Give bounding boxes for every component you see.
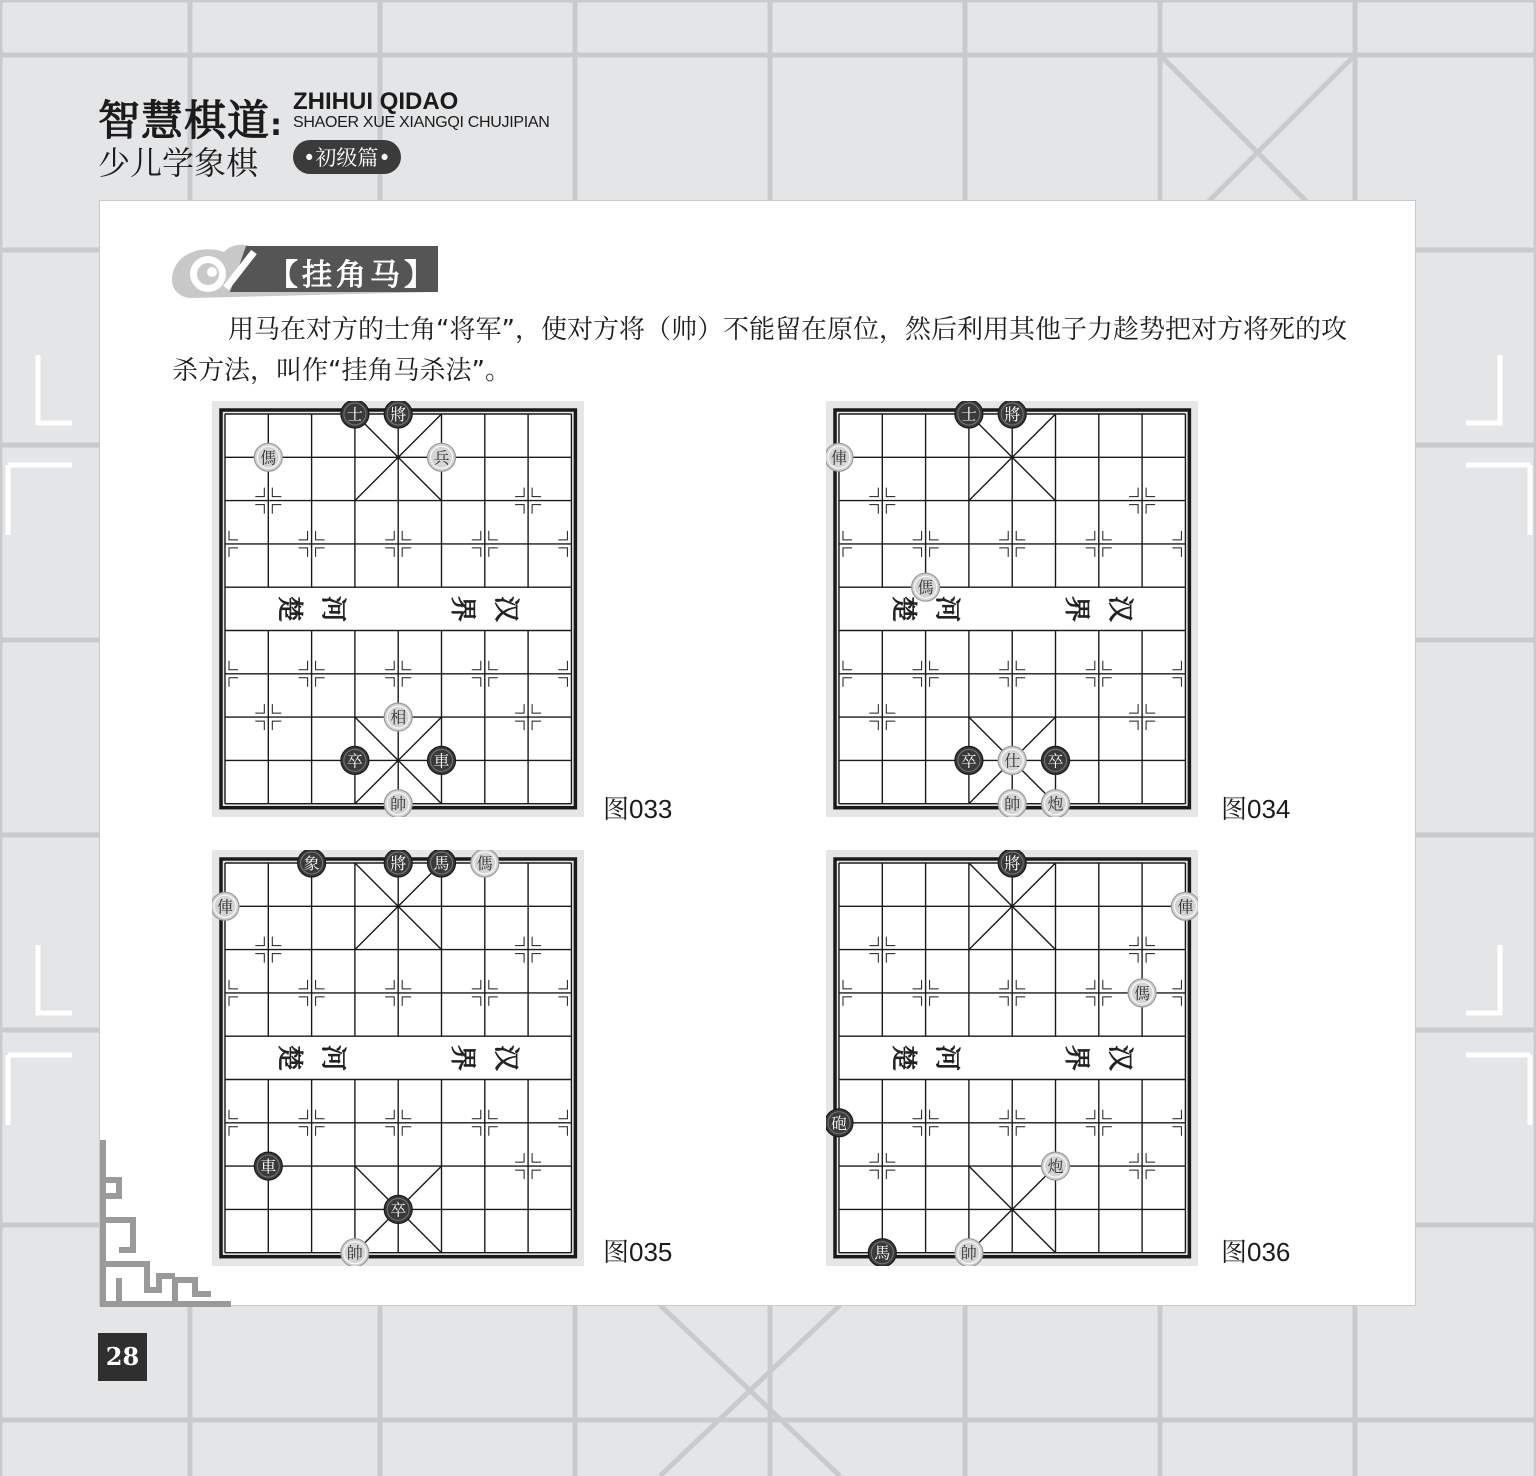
figure-label: 图035 — [603, 1237, 673, 1267]
chess-piece — [912, 573, 940, 601]
chess-piece — [341, 1239, 369, 1266]
piece-label: 將 — [390, 854, 407, 873]
piece-label: 象 — [303, 854, 320, 873]
figure-label: 图033 — [603, 794, 673, 824]
chess-piece — [428, 443, 456, 471]
piece-label: 傌 — [917, 578, 934, 598]
piece-label: 車 — [260, 1157, 277, 1177]
chess-piece — [254, 443, 282, 471]
piece-label: 俥 — [1177, 897, 1194, 917]
chess-piece — [384, 850, 412, 877]
piece-label: 俥 — [216, 897, 234, 917]
chess-piece — [384, 1195, 412, 1223]
board-035 — [212, 850, 584, 1266]
chess-piece — [298, 850, 326, 877]
chess-piece — [384, 401, 412, 428]
chess-piece — [1042, 1152, 1070, 1180]
river-text: 楚 — [887, 1044, 918, 1071]
series-subtitle-en: SHAOER XUE XIANGQI CHUJIPIAN — [293, 114, 550, 131]
chess-piece — [384, 703, 412, 731]
piece-label: 傌 — [476, 854, 493, 873]
series-title-cn: 智慧棋道: — [98, 96, 284, 145]
page-number: 28 — [98, 1333, 147, 1381]
board-034 — [826, 401, 1198, 817]
piece-label: 帥 — [346, 1243, 363, 1263]
piece-label: 帥 — [390, 794, 407, 814]
piece-label: 傌 — [260, 448, 277, 468]
piece-label: 卒 — [346, 751, 363, 771]
chess-piece — [341, 401, 369, 428]
chess-piece — [826, 1109, 853, 1137]
chess-piece — [428, 850, 456, 877]
chess-piece — [955, 746, 983, 774]
board-036 — [826, 850, 1198, 1266]
piece-label: 俥 — [830, 448, 848, 468]
chess-piece — [1128, 979, 1156, 1007]
piece-label: 卒 — [960, 751, 977, 771]
chess-piece — [254, 1152, 282, 1180]
series-title-en: ZHIHUI QIDAO — [293, 88, 459, 115]
river-text: 楚 — [273, 1044, 304, 1071]
river-text: 界 — [1061, 1044, 1092, 1071]
piece-label: 將 — [390, 405, 407, 424]
river-text: 河 — [317, 595, 348, 622]
chess-piece — [868, 1239, 896, 1266]
piece-label: 將 — [1004, 854, 1021, 873]
river-text: 界 — [1061, 595, 1092, 622]
river-text: 河 — [931, 1044, 962, 1071]
figure-label: 图034 — [1221, 794, 1291, 824]
piece-label: 馬 — [874, 1243, 891, 1263]
piece-label: 士 — [346, 405, 363, 424]
river-text: 汉 — [1104, 1044, 1135, 1071]
chess-piece — [998, 401, 1026, 428]
river-text: 汉 — [490, 595, 521, 622]
river-text: 汉 — [490, 1044, 521, 1071]
chess-piece — [998, 790, 1026, 817]
chess-piece — [1042, 746, 1070, 774]
figure-label: 图036 — [1221, 1237, 1291, 1267]
piece-label: 兵 — [433, 448, 450, 468]
piece-label: 卒 — [1047, 751, 1064, 771]
piece-label: 炮 — [1047, 794, 1064, 814]
section-title: 【挂角马】 — [268, 258, 438, 293]
river-text: 汉 — [1104, 595, 1135, 622]
river-text: 楚 — [887, 595, 918, 622]
river-text: 界 — [447, 1044, 478, 1071]
chess-piece — [955, 1239, 983, 1266]
piece-label: 士 — [960, 405, 977, 424]
title-colon: : — [270, 108, 284, 143]
board-diagram — [212, 850, 584, 1266]
piece-label: 砲 — [830, 1113, 848, 1133]
river-text: 河 — [317, 1044, 348, 1071]
piece-label: 相 — [390, 708, 407, 728]
level-badge: •初级篇• — [293, 140, 401, 174]
book-name: 少儿学象棋 — [98, 144, 259, 182]
river-text: 楚 — [273, 595, 304, 622]
corner-ornament — [99, 1140, 235, 1308]
piece-label: 車 — [433, 751, 450, 771]
chess-piece — [471, 850, 499, 877]
chess-piece — [998, 850, 1026, 877]
piece-label: 帥 — [960, 1243, 977, 1263]
board-diagram — [826, 401, 1198, 817]
piece-label: 炮 — [1047, 1157, 1064, 1177]
river-text: 河 — [931, 595, 962, 622]
piece-label: 傌 — [1134, 983, 1151, 1003]
chess-piece — [384, 790, 412, 817]
chess-piece — [955, 401, 983, 428]
piece-label: 卒 — [390, 1200, 407, 1220]
piece-label: 馬 — [433, 854, 450, 873]
board-diagram — [826, 850, 1198, 1266]
chess-piece — [341, 746, 369, 774]
chess-piece — [212, 892, 239, 920]
chess-piece — [998, 746, 1026, 774]
board-diagram — [212, 401, 584, 817]
intro-paragraph: 用马在对方的士角“将军”，使对方将（帅）不能留在原位，然后利用其他子力趁势把对方将死的攻杀方法，叫作“挂角马杀法”。 — [172, 315, 1347, 386]
chess-piece — [1042, 790, 1070, 817]
river-text: 界 — [447, 595, 478, 622]
board-033 — [212, 401, 584, 817]
chess-piece — [826, 443, 853, 471]
chess-piece — [428, 746, 456, 774]
piece-label: 仕 — [1004, 751, 1021, 771]
piece-label: 帥 — [1004, 794, 1021, 814]
chess-piece — [1171, 892, 1198, 920]
piece-label: 將 — [1004, 405, 1021, 424]
